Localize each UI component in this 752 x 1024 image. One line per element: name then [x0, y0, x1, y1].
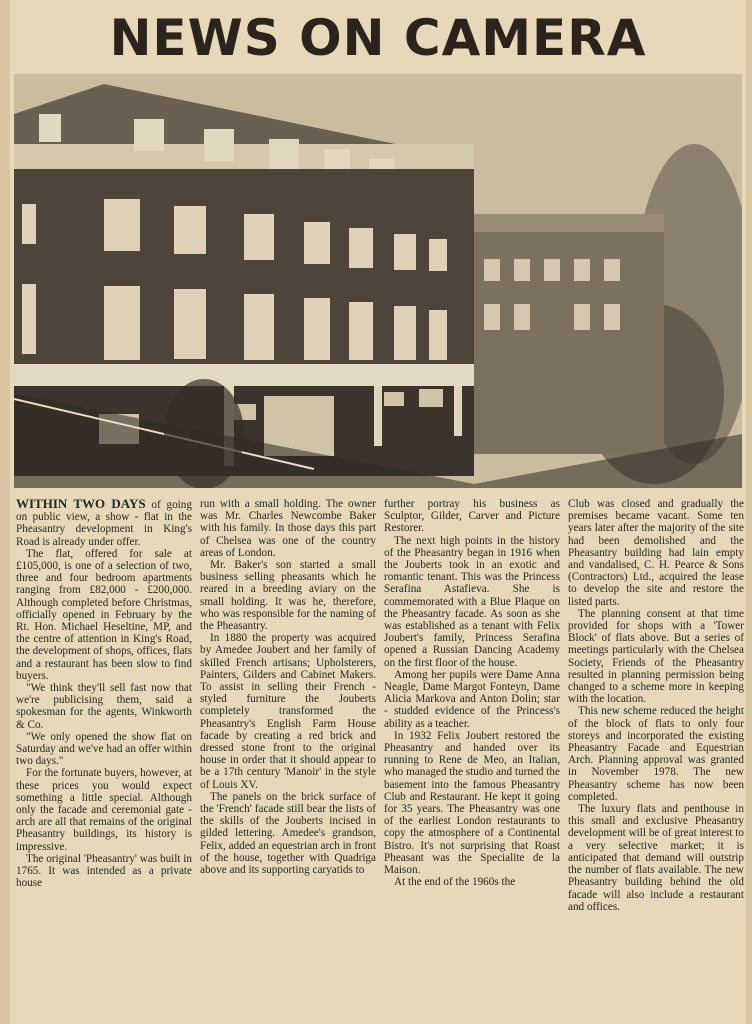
article-paragraph: The flat, offered for sale at £105,000, is one of a selection of two, three and four bedroom apartments ranging from £82,000 - £200,000. Although completed before Christmas, officially opened in February by the Rt. Hon. Michael Heseltine, MP, and the centre of attention in King's Road, the development of shops, offices, flats and a restaurant has been slow to find buyers.	[16, 547, 192, 682]
article-paragraph: "We only opened the show flat on Saturday and we've had an offer within two days."	[16, 730, 192, 768]
article-column-1	[16, 498, 192, 1020]
article-paragraph: In 1932 Felix Joubert restored the Pheasantry and handed over its running to Rene de Meo, an Italian, who managed the studio and turned the basement into the famous Pheasantry Club and Restaurant. He kept it going for 35 years. The Pheasantry was one of the earliest London restaurants to copy the atmosphere of a Continental Bistro. It's not surprising that Roast Pheasant was the Specialite de la Maison.	[384, 729, 560, 877]
article-paragraph: For the fortunate buyers, however, at these prices you would expect something a little special. Although only the facade and ceremonial gate - arch are all that remains of the original Pheasantry buildings, its history is impressive.	[16, 767, 192, 853]
article-paragraph: The panels on the brick surface of the 'French' facade still bear the lists of the skills of the Jouberts incised in gilded lettering. Amedee's grandson, Felix, added an equestrian arch in front of the house, together with Quadriga above and its supporting caryatids to	[200, 790, 376, 877]
article-paragraph: "We think they'll sell fast now that we're publicising them, said a spokesman for the agents, Winkworth & Co.	[16, 682, 192, 731]
article-column-3	[384, 498, 560, 1020]
newspaper-clipping	[10, 0, 746, 1024]
lead-in: WITHIN TWO DAYS	[16, 498, 146, 511]
article-paragraph: WITHIN TWO DAYS of going on public view, a show - flat in the Pheasantry development in King's Road is already under offer.	[16, 498, 192, 548]
article-paragraph: The original 'Pheasantry' was built in 1765. It was intended as a private house	[16, 852, 192, 890]
article-paragraph: Club was closed and gradually the premises became vacant. Some ten years later after the majority of the site had been demolished and the Pheasantry building had lain empty and vandalised, C. H. Pearce & Sons (Contractors) Ltd., acquired the lease to develop the site and restore the listed parts.	[568, 498, 744, 608]
article-paragraph: Mr. Baker's son started a small business selling pheasants which he reared in a breeding aviary on the small holding. It was he, therefore, who was responsible for the naming of the Pheasantry.	[200, 559, 376, 633]
headline: NEWS ON CAMERA	[109, 9, 647, 67]
article-paragraph: The planning consent at that time provided for shops with a 'Tower Block' of flats above. But a series of meetings particularly with the Chelsea Society, Friends of the Pheasantry resulted in planning permission being changed to a scheme more in keeping with the location.	[568, 607, 744, 706]
article-paragraph: The next high points in the history of the Pheasantry began in 1916 when the Jouberts took in an exotic and romantic tenant. This was the Princess Serafina Astafieva. She is commemorated with a Blue Plaque on the Pheasantry facade. As soon as she was established as a tenant with Felix Joubert's family, Princess Serafina opened a Russian Dancing Academy on the first floor of the house.	[384, 534, 560, 669]
article-paragraph: further portray his business as Sculptor, Gilder, Carver and Picture Restorer.	[384, 498, 560, 535]
article-body	[16, 498, 744, 1020]
article-column-2	[200, 498, 376, 1020]
article-paragraph: The luxury flats and penthouse in this small and exclusive Pheasantry development will be of great interest to a very selective market; it is anticipated that demand will outstrip the number of flats available. The new Pheasantry building behind the old facade will also include a restaurant and offices.	[568, 803, 744, 913]
article-paragraph: Among her pupils were Dame Anna Neagle, Dame Margot Fonteyn, Dame Alicia Markova and Anton Dolin; star - studded evidence of the Princess's ability as a teacher.	[384, 668, 560, 730]
article-column-4	[568, 498, 744, 1020]
article-paragraph: At the end of the 1960s the	[394, 876, 516, 889]
article-paragraph: This new scheme reduced the height of the block of flats to only four storeys and incorporated the existing Pheasantry Facade and Equestrian Arch. Planning approval was granted in November 1978. The new Pheasantry scheme has now been completed.	[568, 705, 744, 803]
article-paragraph: run with a small holding. The owner was Mr. Charles Newcombe Baker with his family. In those days this part of Chelsea was one of the country areas of London.	[200, 498, 376, 559]
building-photo	[14, 74, 742, 488]
article-paragraph: In 1880 the property was acquired by Amedee Joubert and her family of skilled French artisans; Upholsterers, Painters, Gilders and Cabinet Makers. To assist in selling their French - styled furniture the Jouberts completely transformed the Pheasantry's English Farm House facade by creating a red brick and dressed stone front to the original house in order that it should appear to be a 17th century 'Manoir' in the style of Louis XV.	[200, 632, 376, 791]
